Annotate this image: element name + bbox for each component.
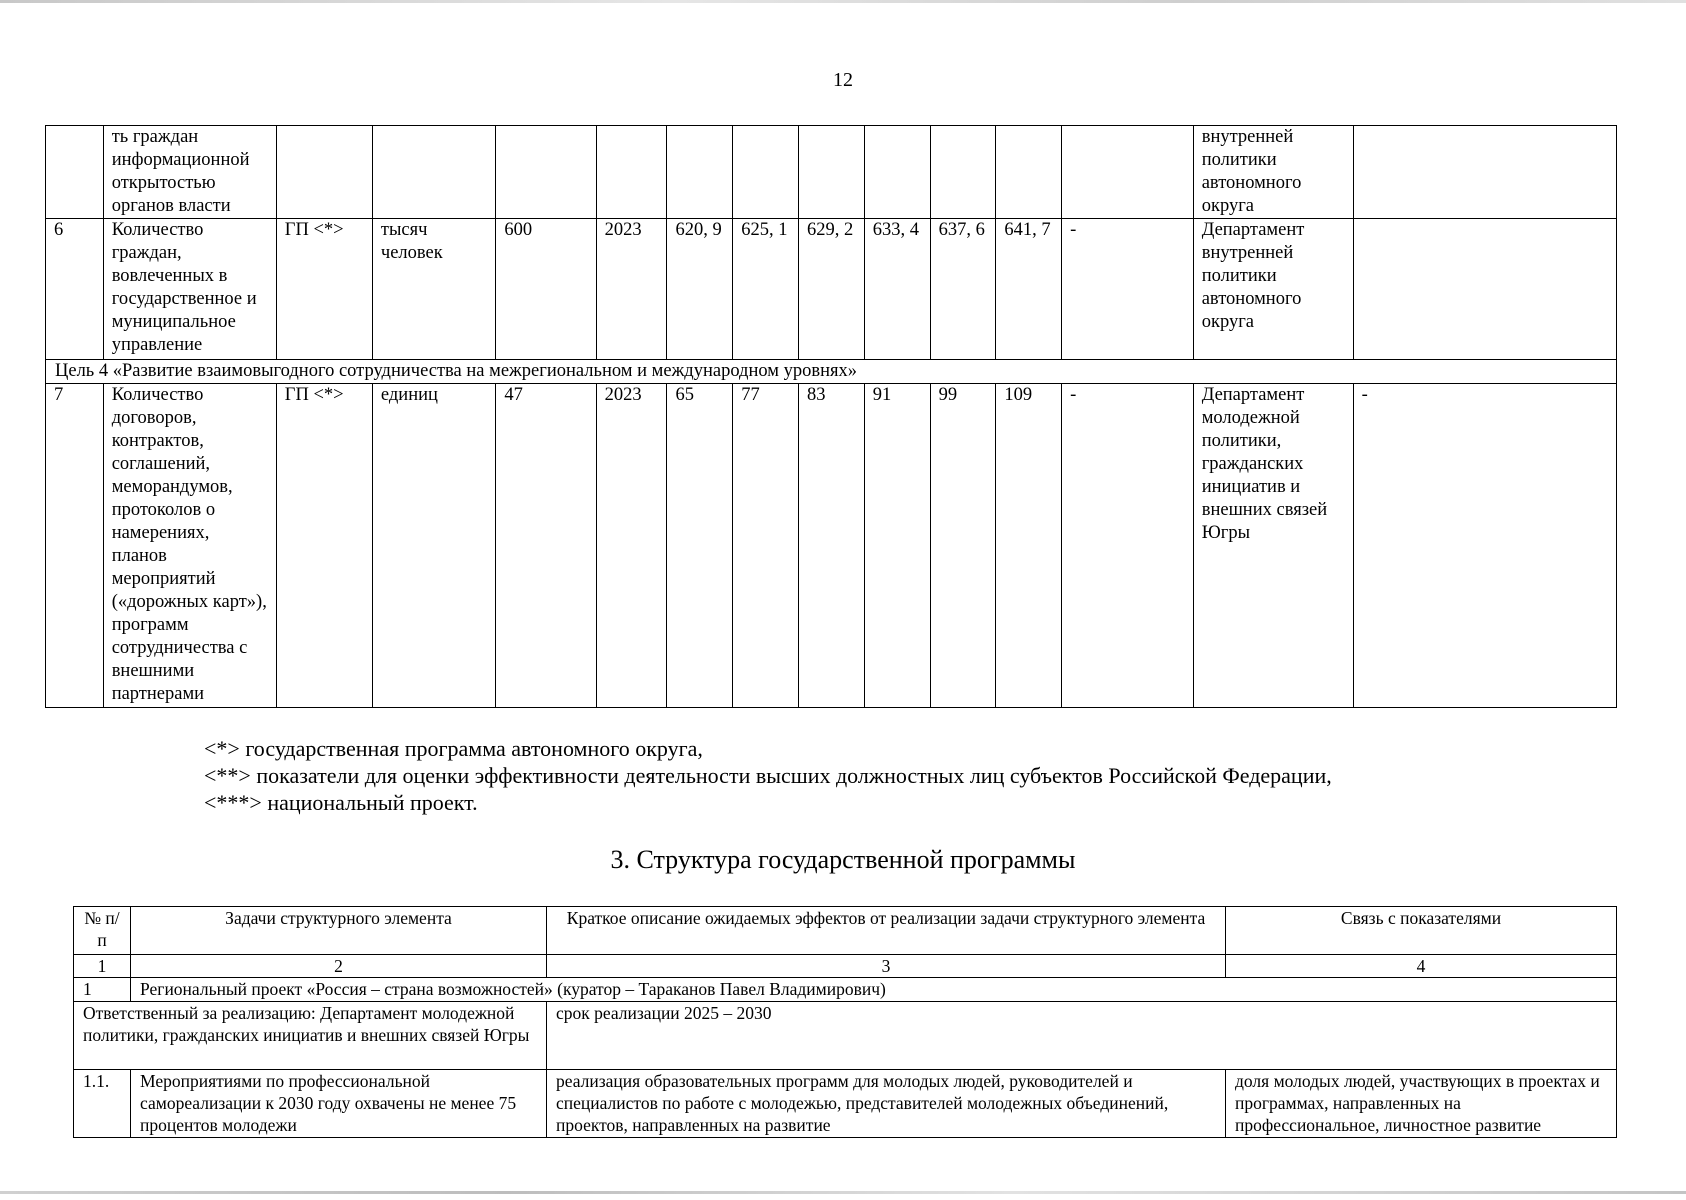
- scan-top-edge: [0, 0, 1686, 3]
- indicator-link-cell: доля молодых людей, участвующих в проектах и программах, направленных на профессиональное, личностное развитие: [1226, 1070, 1617, 1138]
- table-row: [46, 219, 1617, 360]
- year-value-cell: 625, 1: [733, 219, 799, 360]
- year-value-cell: 633, 4: [864, 219, 930, 360]
- table-row: [46, 384, 1617, 708]
- indicator-name-cell: Количество граждан, вовлеченных в государственное и муниципальное управление: [103, 219, 276, 360]
- structure-table: [73, 906, 1617, 1138]
- goal-row: [46, 360, 1617, 384]
- unit-cell: тысяч человек: [372, 219, 495, 360]
- year-value-cell: 641, 7: [996, 219, 1062, 360]
- footnotes: [204, 735, 1332, 816]
- document-cell: ГП <*>: [276, 384, 372, 708]
- header-cell: № п/п: [74, 907, 131, 955]
- term-cell: срок реализации 2025 – 2030: [547, 1002, 1617, 1070]
- header-cell: Краткое описание ожидаемых эффектов от реализации задачи структурного элемента: [547, 907, 1226, 955]
- project-number-cell: 1: [74, 978, 131, 1002]
- year-value-cell: 91: [864, 384, 930, 708]
- column-number-row: [74, 955, 1617, 978]
- relation-cell: -: [1062, 384, 1194, 708]
- goal-4-cell: Цель 4 «Развитие взаимовыгодного сотрудничества на межрегиональном и международном уровнях»: [46, 360, 1617, 384]
- systems-cell: [1353, 219, 1616, 360]
- project-title-cell: Региональный проект «Россия – страна возможностей» (куратор – Тараканов Павел Владимирович): [131, 978, 1617, 1002]
- base-value-cell: 47: [496, 384, 596, 708]
- responsible-cell: внутренней политики автономного округа: [1193, 126, 1353, 219]
- year-value-cell: 620, 9: [667, 219, 733, 360]
- indicators-table: [45, 125, 1617, 708]
- task-cell: Мероприятиями по профессиональной самореализации к 2030 году охвачены не менее 75 процентов молодежи: [131, 1070, 547, 1138]
- footnote: <**> показатели для оценки эффективности деятельности высших должностных лиц субъектов Российской Федерации,: [204, 763, 1332, 788]
- column-number-cell: 2: [131, 955, 547, 978]
- row-number-cell: 7: [46, 384, 104, 708]
- year-value-cell: 83: [799, 384, 865, 708]
- header-cell: Задачи структурного элемента: [131, 907, 547, 955]
- scan-bottom-edge: [0, 1191, 1686, 1194]
- year-value-cell: 99: [930, 384, 996, 708]
- year-value-cell: 65: [667, 384, 733, 708]
- project-row: [74, 978, 1617, 1002]
- year-value-cell: 77: [733, 384, 799, 708]
- relation-cell: -: [1062, 219, 1194, 360]
- header-row: [74, 907, 1617, 955]
- effect-cell: реализация образовательных программ для молодых людей, руководителей и специалистов по работе с молодежью, представителей молодежных объединений, проектов, направленных на развитие: [547, 1070, 1226, 1138]
- unit-cell: единиц: [372, 384, 495, 708]
- column-number-cell: 4: [1226, 955, 1617, 978]
- year-value-cell: 629, 2: [799, 219, 865, 360]
- base-year-cell: 2023: [596, 219, 667, 360]
- table-cell: [46, 126, 104, 219]
- footnote: <***> национальный проект.: [204, 790, 478, 815]
- section-title: 3. Структура государственной программы: [610, 845, 1076, 874]
- document-cell: ГП <*>: [276, 219, 372, 360]
- column-number-cell: 3: [547, 955, 1226, 978]
- year-value-cell: 637, 6: [930, 219, 996, 360]
- base-year-cell: 2023: [596, 384, 667, 708]
- base-value-cell: 600: [496, 219, 596, 360]
- row-number-cell: 6: [46, 219, 104, 360]
- footnote: <*> государственная программа автономного округа,: [204, 736, 703, 761]
- year-value-cell: 109: [996, 384, 1062, 708]
- table-row: [74, 1070, 1617, 1138]
- table-row: [46, 126, 1617, 219]
- column-number-cell: 1: [74, 955, 131, 978]
- indicator-name-cell: ть граждан информационной открытостью органов власти: [103, 126, 276, 219]
- responsible-row: [74, 1002, 1617, 1070]
- indicator-name-cell: Количество договоров, контрактов, соглашений, меморандумов, протоколов о намерениях, планов мероприятий («дорожных карт»), программ сотрудничества с внешними партнерами: [103, 384, 276, 708]
- header-cell: Связь с показателями: [1226, 907, 1617, 955]
- responsible-cell: Департамент внутренней политики автономного округа: [1193, 219, 1353, 360]
- page-number: 12: [833, 69, 853, 91]
- responsible-cell: Ответственный за реализацию: Департамент молодежной политики, гражданских инициатив и внешних связей Югры: [74, 1002, 547, 1070]
- systems-cell: -: [1353, 384, 1616, 708]
- responsible-cell: Департамент молодежной политики, гражданских инициатив и внешних связей Югры: [1193, 384, 1353, 708]
- task-number-cell: 1.1.: [74, 1070, 131, 1138]
